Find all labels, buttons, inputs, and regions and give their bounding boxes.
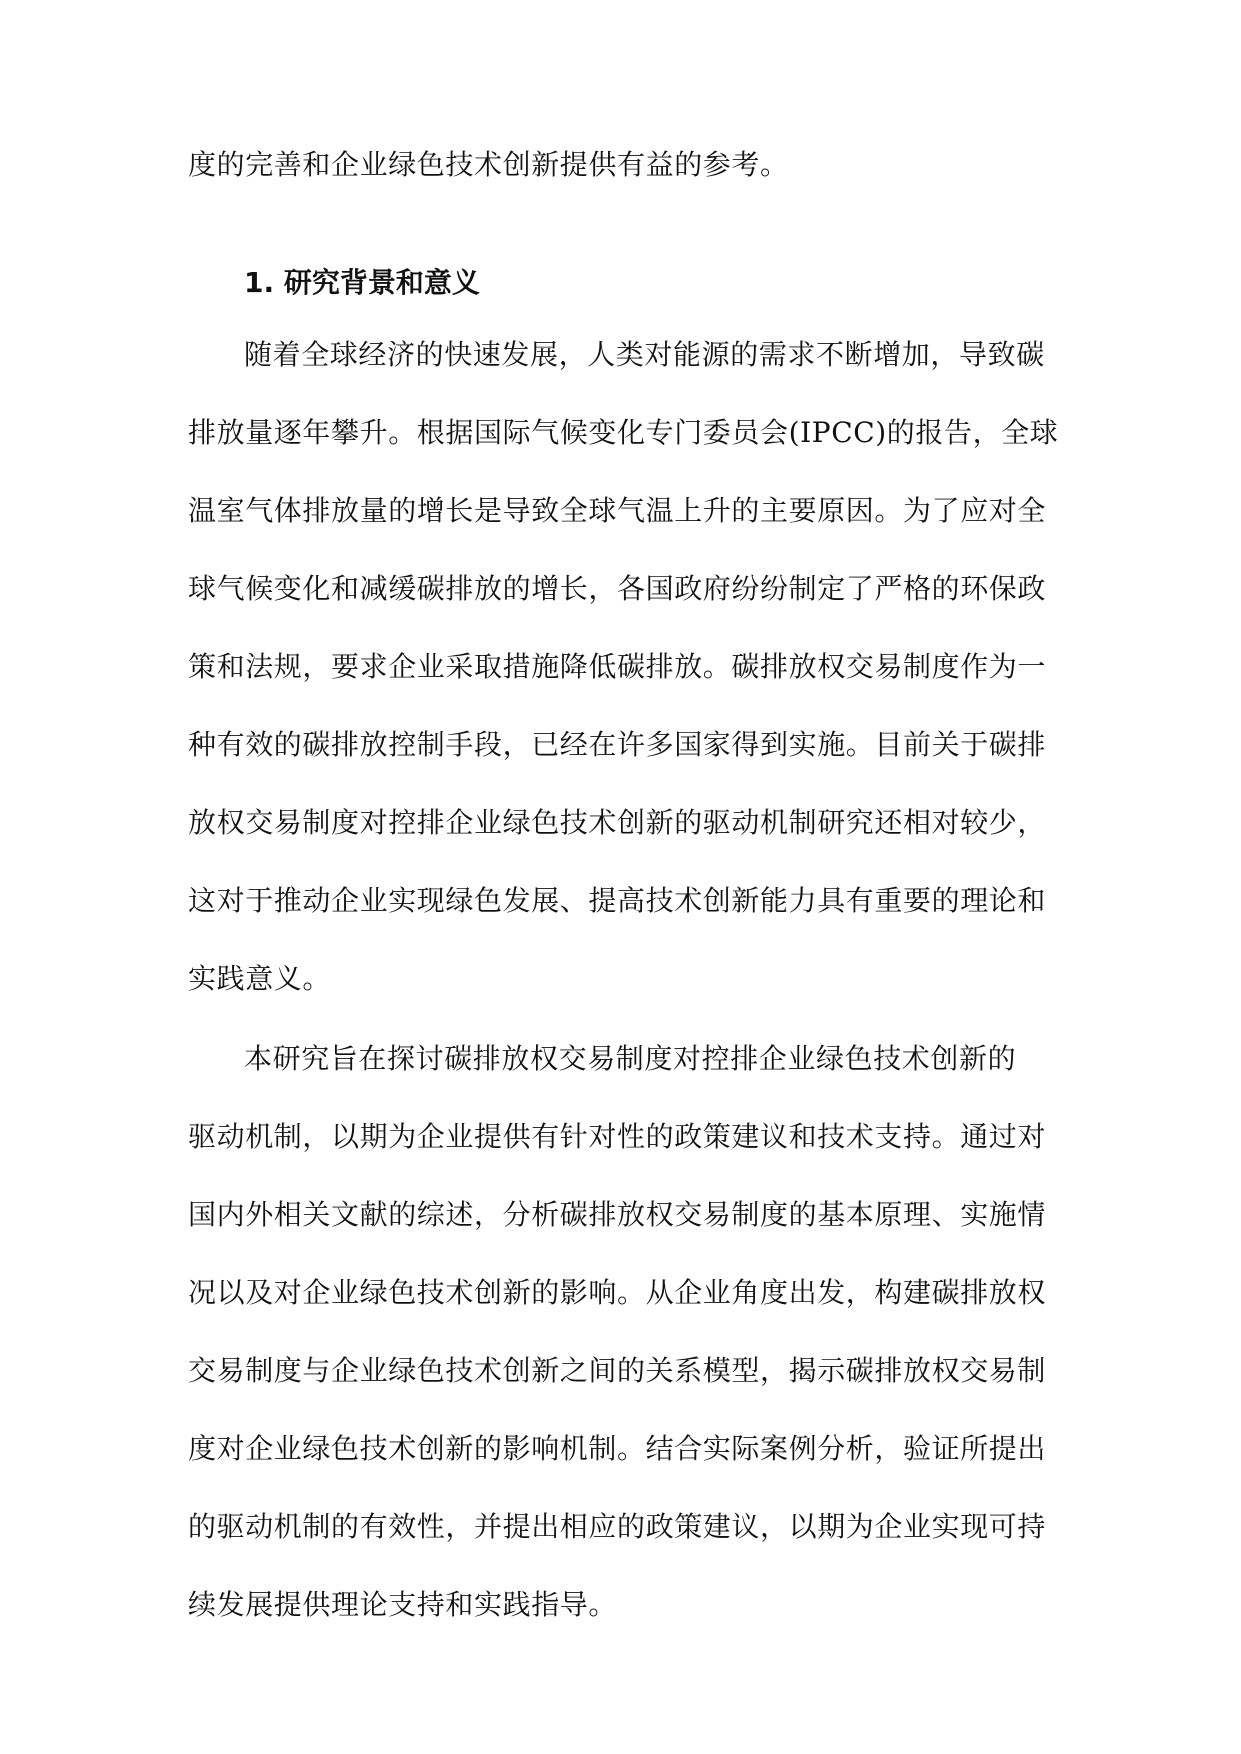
paragraph-line: 种有效的碳排放控制手段，已经在许多国家得到实施。目前关于碳排 (188, 728, 1047, 761)
paragraph-line: 策和法规，要求企业采取措施降低碳排放。碳排放权交易制度作为一 (188, 650, 1047, 683)
paragraph-line: 实践意义。 (188, 962, 332, 995)
paragraph-line: 驱动机制，以期为企业提供有针对性的政策建议和技术支持。通过对 (188, 1120, 1047, 1153)
paragraph-line: 排放量逐年攀升。根据国际气候变化专门委员会(IPCC)的报告，全球 (188, 416, 1059, 449)
section-heading: 1. 研究背景和意义 (244, 266, 480, 299)
continuation-line: 度的完善和企业绿色技术创新提供有益的参考。 (188, 148, 789, 181)
paragraph-line: 随着全球经济的快速发展，人类对能源的需求不断增加，导致碳 (244, 338, 1045, 371)
paragraph-line: 这对于推动企业实现绿色发展、提高技术创新能力具有重要的理论和 (188, 884, 1047, 917)
paragraph-line: 本研究旨在探讨碳排放权交易制度对控排企业绿色技术创新的 (244, 1042, 1017, 1075)
paragraph-line: 续发展提供理论支持和实践指导。 (188, 1588, 618, 1621)
paragraph-line: 放权交易制度对控排企业绿色技术创新的驱动机制研究还相对较少， (188, 806, 1047, 839)
paragraph-line: 况以及对企业绿色技术创新的影响。从企业角度出发，构建碳排放权 (188, 1276, 1047, 1309)
paragraph-line: 球气候变化和减缓碳排放的增长，各国政府纷纷制定了严格的环保政 (188, 572, 1047, 605)
paragraph-line: 度对企业绿色技术创新的影响机制。结合实际案例分析，验证所提出 (188, 1432, 1047, 1465)
paragraph-line: 的驱动机制的有效性，并提出相应的政策建议，以期为企业实现可持 (188, 1510, 1047, 1543)
paragraph-purpose (188, 1040, 1058, 1624)
paragraph-background (188, 336, 1058, 998)
paragraph-line: 国内外相关文献的综述，分析碳排放权交易制度的基本原理、实施情 (188, 1198, 1047, 1231)
paragraph-line: 温室气体排放量的增长是导致全球气温上升的主要原因。为了应对全 (188, 494, 1047, 527)
paragraph-line: 交易制度与企业绿色技术创新之间的关系模型，揭示碳排放权交易制 (188, 1354, 1047, 1387)
document-body (188, 146, 1058, 1624)
